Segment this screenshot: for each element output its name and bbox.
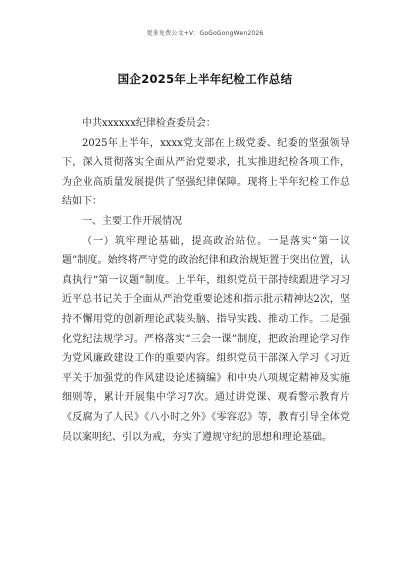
- intro-paragraph: 2025年上半年，xxxx党支部在上级党委、纪委的坚强领导下，深入贯彻落实全面从严治党要求，扎实推进纪检各项工作，为企业高质量发展提供了坚强纪律保障。现将上半年纪检工作总结如下：: [62, 137, 350, 208]
- salutation: 中共xxxxxx纪律检查委员会：: [82, 118, 216, 129]
- section-heading: 一、主要工作开展情况: [82, 215, 182, 227]
- watermark-text: 更多免费公文+V：GoGoGongWen2026: [146, 30, 264, 37]
- subsection-paragraph: （一）筑牢理论基础，提高政治站位。一是落实“第一议题”制度。始终将严守党的政治纪律和政治规矩置于突出位置，认真执行“第一议题”制度。上半年，组织党员干部持续跟进学习习近平总书记关于全面从严治党重要论述和指示批示精神达2次，坚持不懈用党的创新理论武装头脑、指导实践、推动工作。二是强化党纪法规学习。严格落实“三会一课”制度，把政治理论学习作为党风廉政建设工作的重要内容。组织党员干部深入学习《习近平关于加强党的作风建设论述摘编》和中央八项规定精神及实施细则等，累计开展集中学习7次。通过讲党课、观看警示教育片《反腐为了人民》《八小时之外》《零容忍》等，教育引导全体党员以案明纪、引以为戒，夯实了遵规守纪的思想和理论基础。: [62, 235, 350, 443]
- document-title: 国企2025年上半年纪检工作总结: [117, 72, 293, 86]
- document-body: [62, 114, 350, 447]
